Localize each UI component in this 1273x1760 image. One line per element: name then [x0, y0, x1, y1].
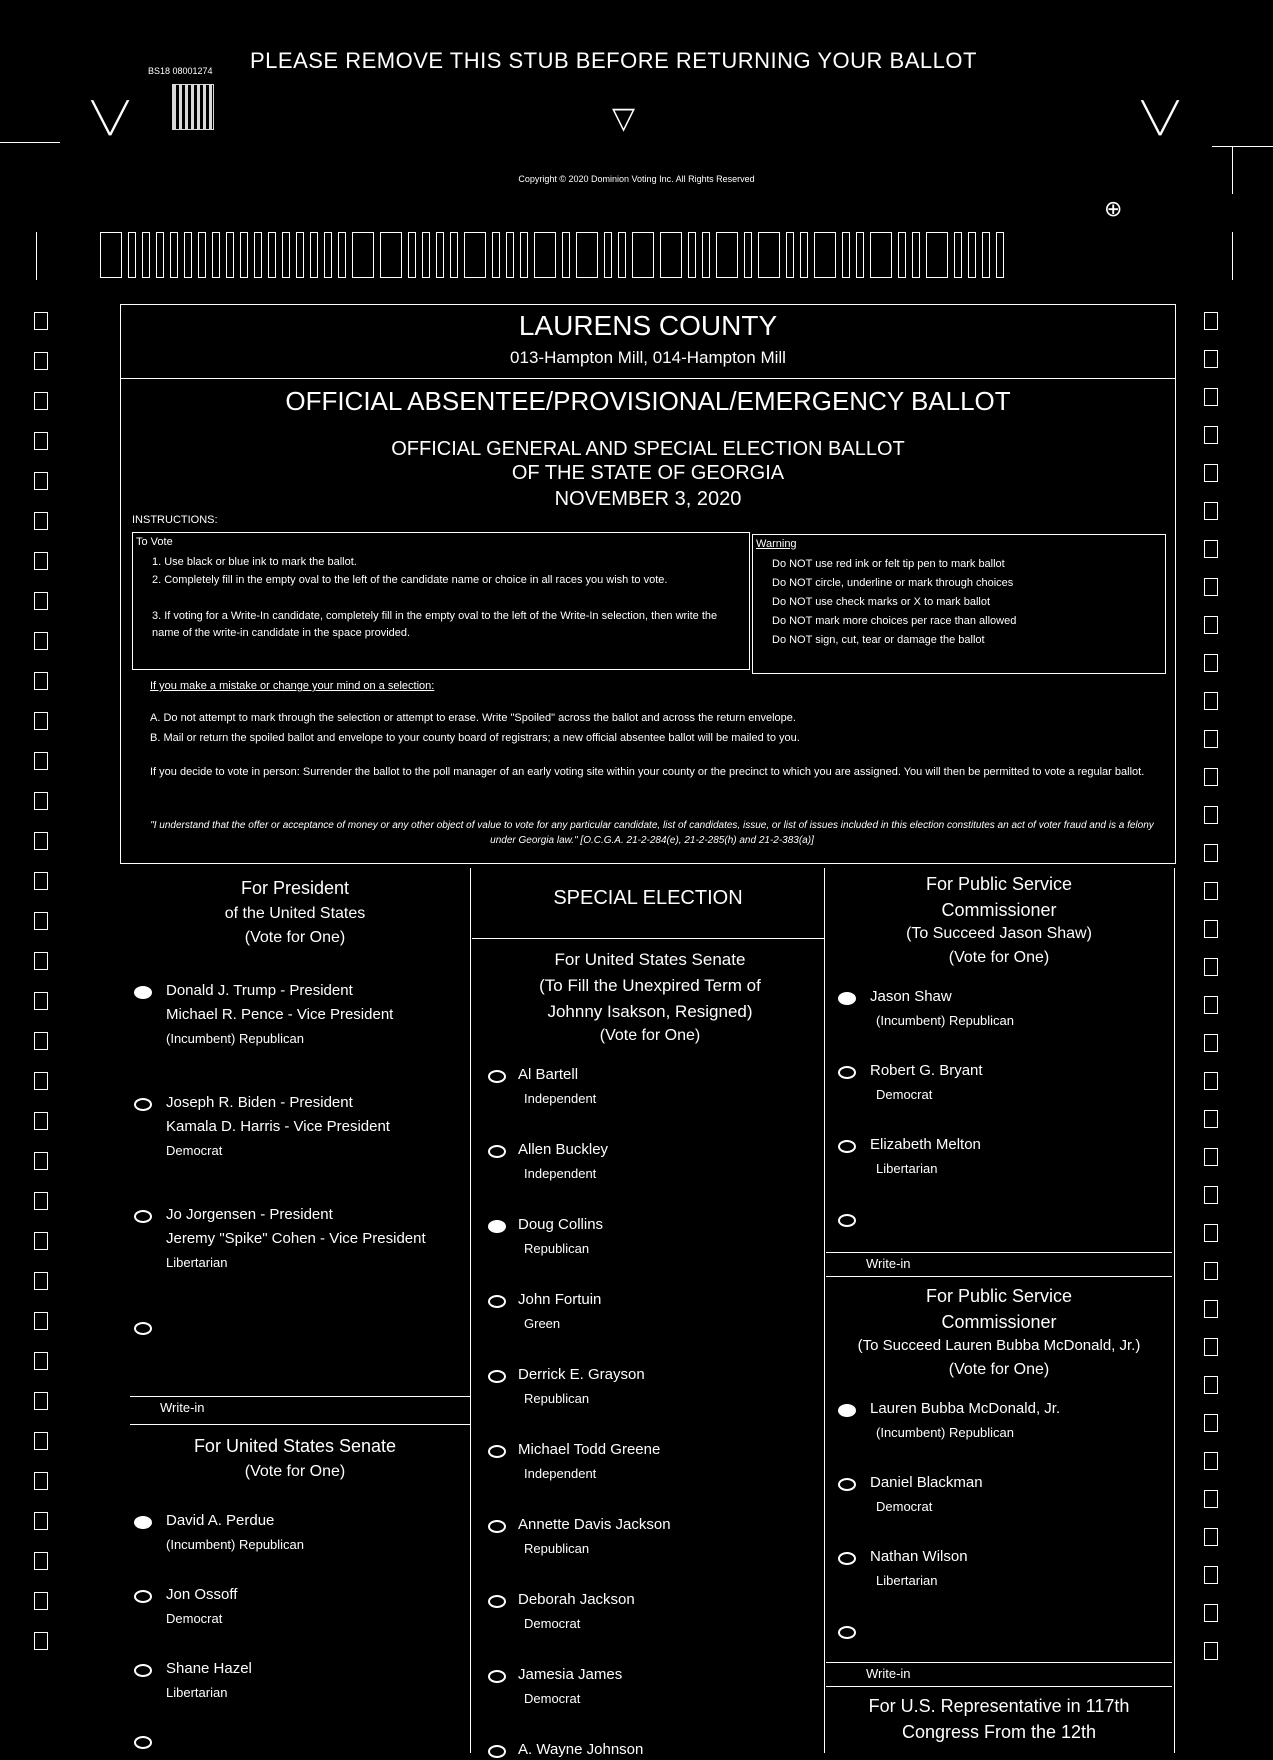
write-in-oval[interactable] [838, 1626, 856, 1639]
to-vote-box [132, 532, 750, 670]
candidate-party: Republican [524, 1541, 590, 1556]
candidate-party: Democrat [166, 1143, 223, 1158]
vote-oval[interactable] [134, 1664, 152, 1677]
candidate-party: Libertarian [166, 1685, 228, 1700]
candidate-name: Robert G. Bryant [870, 1062, 983, 1079]
candidate-name: Jo Jorgensen - President [166, 1206, 333, 1223]
timing-marks [100, 232, 1222, 280]
write-in-label: Write-in [160, 1400, 205, 1415]
divider [120, 378, 1176, 379]
race-title: For United States Senate [193, 1436, 397, 1456]
candidate-party: Democrat [524, 1691, 581, 1706]
candidate-running-mate: Kamala D. Harris - Vice President [166, 1118, 390, 1135]
column-divider [824, 868, 825, 1753]
vote-oval[interactable] [134, 1098, 152, 1111]
vote-oval[interactable] [488, 1445, 506, 1458]
candidate-name: Joseph R. Biden - President [166, 1094, 353, 1111]
divider [826, 1276, 1172, 1277]
candidate-name: Shane Hazel [166, 1660, 252, 1677]
voter-fraud-oath: "I understand that the offer or acceptance of money or any other object of value to vote for any particular candidate, list of candidates, issue, or list of issues included in this election constitutes an act of voter fraud and is a felony under Georgia law." [O.C.G.A. 21-2-284(e), 21-2-285(h) and 21-2-383(a)] [150, 820, 1154, 846]
candidate-party: Republican [524, 1391, 590, 1406]
triangle-down-icon: ▽ [612, 102, 636, 135]
candidate-party: Democrat [876, 1499, 933, 1514]
write-in-oval[interactable] [134, 1322, 152, 1335]
in-person-note: If you decide to vote in person: Surrender the ballot to the poll manager of an early voting site within your county or the precinct to which you are assigned. You will then be permitted to vote a regular ballot. [150, 766, 1145, 778]
candidate-party: Libertarian [166, 1255, 228, 1270]
candidate-name: John Fortuin [518, 1291, 602, 1308]
race-title: (To Fill the Unexpired Term of [539, 976, 761, 995]
timing-edge [1232, 232, 1233, 280]
qr-code-icon [172, 84, 214, 130]
vote-oval[interactable] [134, 1516, 152, 1529]
mistake-b: B. Mail or return the spoiled ballot and envelope to your county board of registrars; a new official absentee ballot will be mailed to you. [150, 732, 800, 744]
vote-oval[interactable] [838, 1066, 856, 1079]
vote-oval[interactable] [488, 1370, 506, 1383]
to-vote-step-3: 3. If voting for a Write-In candidate, completely fill in the empty oval to the left of the Write-In selection, then write the name of the write-in candidate in the space provided. [152, 610, 718, 639]
candidate-name: Jamesia James [518, 1666, 623, 1683]
candidate-name: Jason Shaw [870, 988, 952, 1005]
candidate-party: Independent [524, 1091, 597, 1106]
stub-id: BS18 08001274 [148, 66, 213, 76]
vote-for: (Vote for One) [244, 929, 346, 946]
candidate-party: (Incumbent) Republican [876, 1013, 1015, 1028]
vote-oval[interactable] [838, 1552, 856, 1565]
candidate-name: Lauren Bubba McDonald, Jr. [870, 1400, 1061, 1417]
tear-mark-icon: ╲╱ [92, 102, 129, 135]
candidate-party: Democrat [166, 1611, 223, 1626]
race-title: Johnny Isakson, Resigned) [547, 1002, 753, 1021]
candidate-name: Daniel Blackman [870, 1474, 983, 1491]
race-title: For President [240, 878, 350, 898]
vote-oval[interactable] [488, 1745, 506, 1758]
to-vote-step-2: 2. Completely fill in the empty oval to the left of the candidate name or choice in all races you wish to vote. [152, 574, 668, 586]
write-in-line [130, 1396, 470, 1397]
race-title: For United States Senate [554, 950, 746, 969]
candidate-name: Jon Ossoff [166, 1586, 238, 1603]
race-title: (To Succeed Lauren Bubba McDonald, Jr.) [857, 1337, 1141, 1354]
stub-title: PLEASE REMOVE THIS STUB BEFORE RETURNING YOUR BALLOT [250, 48, 977, 73]
ballot-type: OFFICIAL ABSENTEE/PROVISIONAL/EMERGENCY BALLOT [285, 386, 1011, 416]
vote-oval[interactable] [838, 1140, 856, 1153]
vote-oval[interactable] [134, 1736, 152, 1749]
write-in-label: Write-in [866, 1666, 911, 1681]
candidate-name: Elizabeth Melton [870, 1136, 981, 1153]
warning-4: Do NOT mark more choices per race than allowed [772, 615, 1017, 627]
candidate-name: Donald J. Trump - President [166, 982, 353, 999]
candidate-party: Republican [524, 1241, 590, 1256]
instructions-label: INSTRUCTIONS: [132, 514, 218, 526]
candidate-party: Libertarian [876, 1161, 938, 1176]
write-in-label: Write-in [866, 1256, 911, 1271]
perforation-line [1212, 146, 1273, 147]
race-title: Commissioner [941, 1312, 1057, 1332]
county-name: LAURENS COUNTY [518, 310, 778, 341]
vote-oval[interactable] [488, 1520, 506, 1533]
perforation-line [0, 142, 60, 143]
warning-2: Do NOT circle, underline or mark through choices [772, 577, 1014, 589]
candidate-name: Nathan Wilson [870, 1548, 968, 1565]
warning-3: Do NOT use check marks or X to mark ballot [772, 596, 991, 608]
vote-for: (Vote for One) [599, 1027, 701, 1044]
race-title: For Public Service [925, 874, 1073, 894]
election-date: NOVEMBER 3, 2020 [554, 488, 742, 510]
candidate-running-mate: Jeremy "Spike" Cohen - Vice President [166, 1230, 426, 1247]
vote-oval[interactable] [134, 986, 152, 999]
vote-oval[interactable] [134, 1590, 152, 1603]
race-title: (To Succeed Jason Shaw) [906, 925, 1092, 942]
candidate-running-mate: Michael R. Pence - Vice President [166, 1006, 394, 1023]
vote-oval[interactable] [838, 1404, 856, 1417]
vote-oval[interactable] [488, 1670, 506, 1683]
column-divider [470, 868, 471, 1753]
candidate-party: Democrat [524, 1616, 581, 1631]
divider [130, 1424, 470, 1425]
to-vote-step-1: 1. Use black or blue ink to mark the ballot. [152, 556, 357, 568]
candidate-party: (Incumbent) Republican [166, 1031, 305, 1046]
vote-oval[interactable] [488, 1145, 506, 1158]
vote-oval[interactable] [488, 1595, 506, 1608]
candidate-name: Deborah Jackson [518, 1591, 635, 1608]
precinct: 013-Hampton Mill, 014-Hampton Mill [510, 348, 786, 367]
vote-for: (Vote for One) [948, 949, 1050, 966]
candidate-party: Libertarian [876, 1573, 938, 1588]
vote-oval[interactable] [488, 1070, 506, 1083]
corner-mark [1232, 146, 1233, 194]
candidate-party: Green [524, 1316, 561, 1331]
vote-oval[interactable] [838, 992, 856, 1005]
candidate-name: Michael Todd Greene [518, 1441, 661, 1458]
mistake-heading: If you make a mistake or change your mind on a selection: [150, 680, 435, 692]
race-title: Commissioner [941, 900, 1057, 920]
vote-for: (Vote for One) [948, 1361, 1050, 1378]
election-title-2: OF THE STATE OF GEORGIA [511, 462, 785, 484]
vote-oval[interactable] [838, 1478, 856, 1491]
vote-for: (Vote for One) [244, 1463, 346, 1480]
candidate-party: Independent [524, 1466, 597, 1481]
vote-oval[interactable] [488, 1220, 506, 1233]
candidate-name: Doug Collins [518, 1216, 604, 1233]
to-vote-label: To Vote [136, 536, 173, 548]
warning-label: Warning [756, 538, 797, 550]
race-title: of the United States [224, 905, 366, 922]
copyright: Copyright © 2020 Dominion Voting Inc. All Rights Reserved [518, 174, 755, 184]
write-in-line [826, 1252, 1172, 1253]
left-side-marks [34, 312, 48, 1650]
race-title: For U.S. Representative in 117th [868, 1696, 1130, 1716]
right-side-marks [1204, 312, 1218, 1660]
special-election-heading: SPECIAL ELECTION [553, 887, 743, 909]
election-title-1: OFFICIAL GENERAL AND SPECIAL ELECTION BALLOT [391, 438, 905, 460]
vote-oval[interactable] [488, 1295, 506, 1308]
write-in-oval[interactable] [838, 1214, 856, 1227]
mistake-a: A. Do not attempt to mark through the selection or attempt to erase. Write "Spoiled" across the ballot and across the return envelope. [150, 712, 796, 724]
write-in-line [826, 1662, 1172, 1663]
candidate-name: Derrick E. Grayson [518, 1366, 645, 1383]
crosshair-icon: ⊕ [1104, 196, 1123, 221]
candidate-name: Al Bartell [518, 1066, 579, 1083]
candidate-name: Annette Davis Jackson [518, 1516, 671, 1533]
divider [472, 938, 824, 939]
divider [826, 1686, 1172, 1687]
warning-5: Do NOT sign, cut, tear or damage the ballot [772, 634, 985, 646]
column-divider [1174, 868, 1175, 1753]
warning-1: Do NOT use red ink or felt tip pen to mark ballot [772, 558, 1005, 570]
candidate-party: Democrat [876, 1087, 933, 1102]
candidate-party: (Incumbent) Republican [166, 1537, 305, 1552]
candidate-name: A. Wayne Johnson [518, 1741, 644, 1758]
candidate-party: Independent [524, 1166, 597, 1181]
candidate-party: (Incumbent) Republican [876, 1425, 1015, 1440]
race-title: For Public Service [925, 1286, 1073, 1306]
tear-mark-icon: ╲╱ [1142, 102, 1179, 135]
candidate-name: Allen Buckley [518, 1141, 609, 1158]
candidate-name: David A. Perdue [166, 1512, 275, 1529]
timing-edge [36, 232, 37, 280]
race-title: Congress From the 12th [901, 1722, 1097, 1742]
vote-oval[interactable] [134, 1210, 152, 1223]
